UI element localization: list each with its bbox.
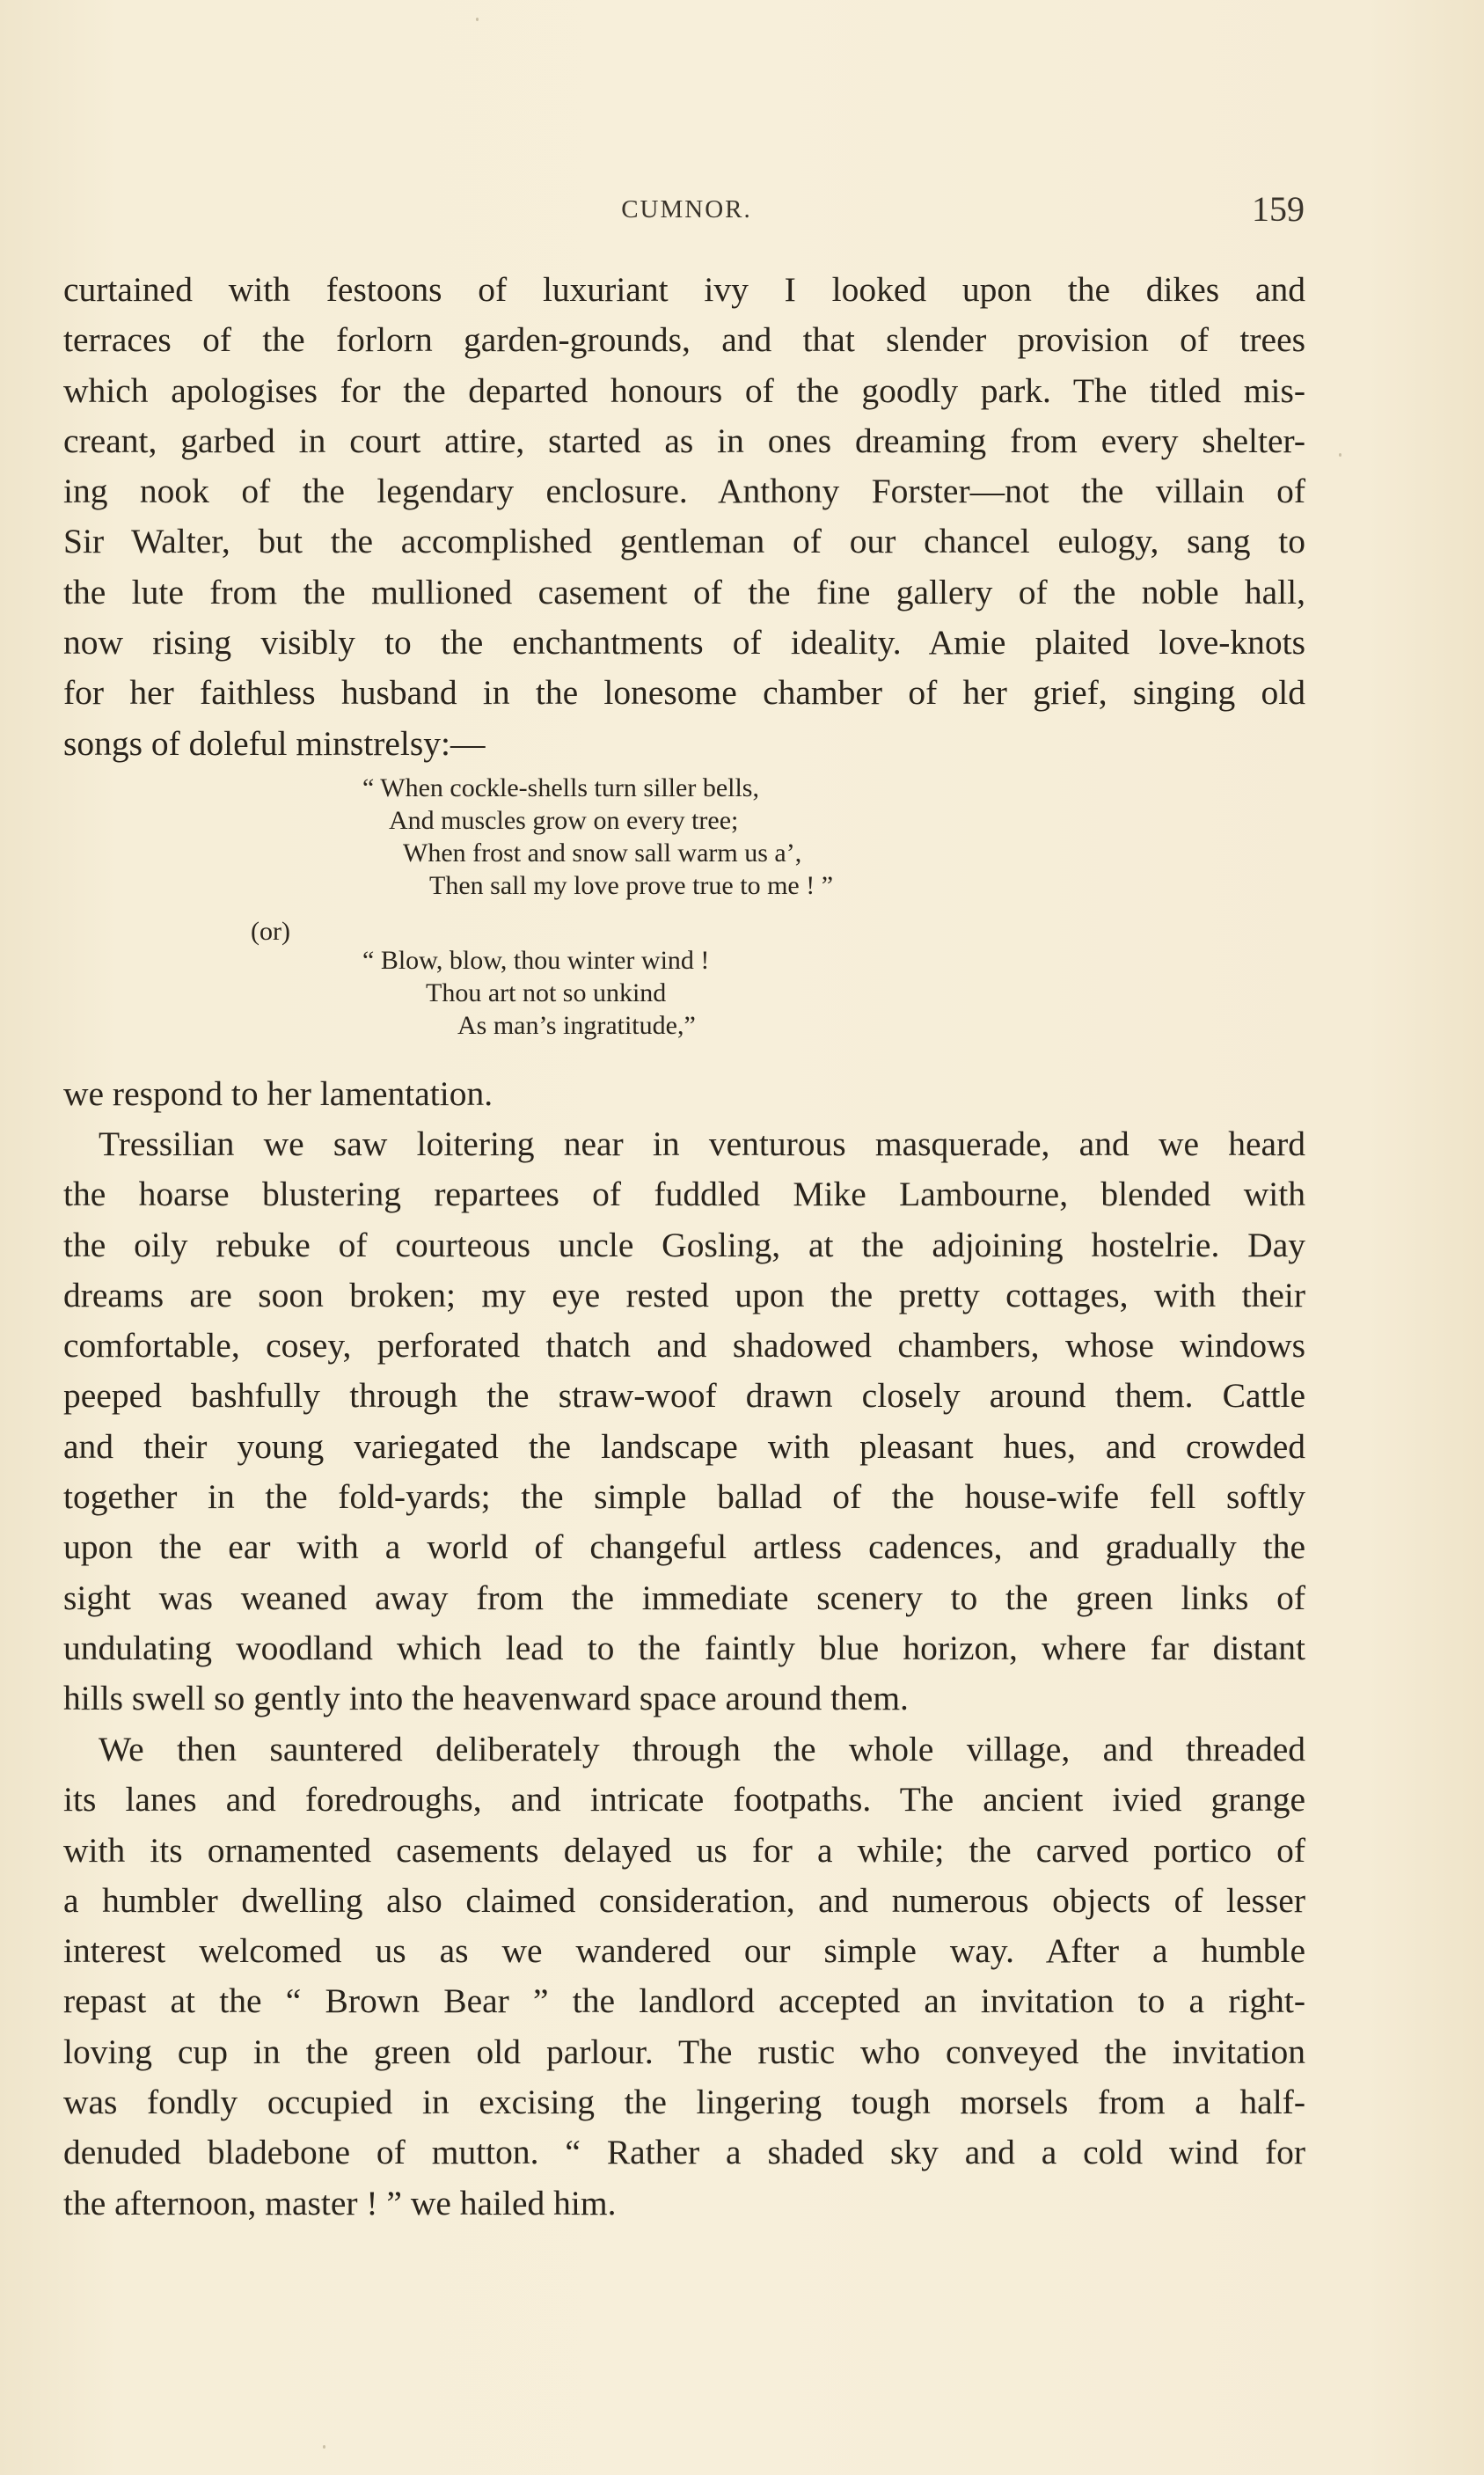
text-line: interest welcomed us as we wandered our simple way. After a humble [63,1931,1305,1971]
text-line: which apologises for the departed honours of the goodly park. The titled mis- [63,370,1305,410]
running-title: CUMNOR. [621,195,752,223]
page-number: 159 [1252,189,1305,229]
poem-line: As man’s ingratitude,” [457,1011,696,1040]
paper-speck [476,18,479,21]
or-label: (or) [251,917,290,946]
running-header [69,187,1305,239]
text-line: the lute from the mullioned casement of the fine gallery of the noble hall, [63,572,1305,611]
paragraph-2 [63,1069,1305,1119]
text-line: hills swell so gently into the heavenward space around them. [63,1679,909,1718]
text-line: was fondly occupied in excising the lingering tough morsels from a half- [63,2083,1305,2122]
text-line: Tressilian we saw loitering near in venturous masquerade, and we heard [99,1124,1305,1163]
poem-stanza-2 [362,944,709,1042]
text-line: dreams are soon broken; my eye rested upon the pretty cottages, with their [63,1275,1305,1314]
paper-speck [323,2445,325,2449]
text-line: sight was weaned away from the immediate scenery to the green links of [63,1578,1305,1617]
text-line: upon the ear with a world of changeful artless cadences, and gradually the [63,1527,1305,1567]
text-line: Sir Walter, but the accomplished gentleman of our chancel eulogy, sang to [63,522,1305,561]
text-line: terraces of the forlorn garden-grounds, and that slender provision of trees [63,320,1305,360]
text-line: curtained with festoons of luxuriant ivy I looked upon the dikes and [63,270,1305,309]
poem-line: Thou art not so unkind [426,978,667,1007]
text-line: with its ornamented casements delayed us for a while; the carved portico of [63,1830,1305,1870]
text-line: peeped bashfully through the straw-woof drawn closely around them. Cattle [63,1376,1305,1416]
text-line: the oily rebuke of courteous uncle Gosling, at the adjoining hostelrie. Day [63,1225,1305,1264]
text-line: repast at the “ Brown Bear ” the landlord accepted an invitation to a right- [63,1981,1305,2021]
text-line: we respond to her lamentation. [63,1074,493,1113]
text-line: comfortable, cosey, perforated thatch and shadowed chambers, whose windows [63,1326,1305,1366]
poem-line: Then sall my love prove true to me ! ” [429,871,834,900]
text-line: a humbler dwelling also claimed consideration, and numerous objects of lesser [63,1880,1305,1920]
poem-stanza-1 [362,772,833,902]
text-line: denuded bladebone of mutton. “ Rather a shaded sky and a cold wind for [63,2133,1305,2172]
text-line: together in the fold-yards; the simple ballad of the house-wife fell softly [63,1477,1305,1517]
text-line: for her faithless husband in the lonesome chamber of her grief, singing old [63,673,1305,713]
poem-line: “ When cockle-shells turn siller bells, [362,773,759,802]
text-line: and their young variegated the landscape with pleasant hues, and crowded [63,1426,1305,1466]
text-line: loving cup in the green old parlour. The rustic who conveyed the invitation [63,2032,1305,2071]
poem-line: “ Blow, blow, thou winter wind ! [362,946,710,975]
paragraph-3 [63,1119,1305,1724]
text-line: creant, garbed in court attire, started as in ones dreaming from every shelter- [63,421,1305,460]
text-line: We then sauntered deliberately through the whole village, and threaded [99,1730,1305,1768]
text-line: the afternoon, master ! ” we hailed him. [63,2183,617,2222]
paragraph-1 [63,265,1305,769]
poem-line: And muscles grow on every tree; [389,806,739,835]
text-line: ing nook of the legendary enclosure. Anthony Forster—not the villain of [63,472,1305,511]
text-line: its lanes and foredroughs, and intricate footpaths. The ancient ivied grange [63,1780,1305,1820]
text-line: songs of doleful minstrelsy:— [63,723,486,763]
paper-speck [1339,453,1341,457]
text-line: now rising visibly to the enchantments of ideality. Amie plaited love-knots [63,623,1305,663]
poem-line: When frost and snow sall warm us a’, [403,838,802,868]
text-line: the hoarse blustering repartees of fuddled Mike Lambourne, blended with [63,1175,1305,1214]
paragraph-4 [63,1724,1305,2229]
text-line: undulating woodland which lead to the faintly blue horizon, where far distant [63,1628,1305,1667]
